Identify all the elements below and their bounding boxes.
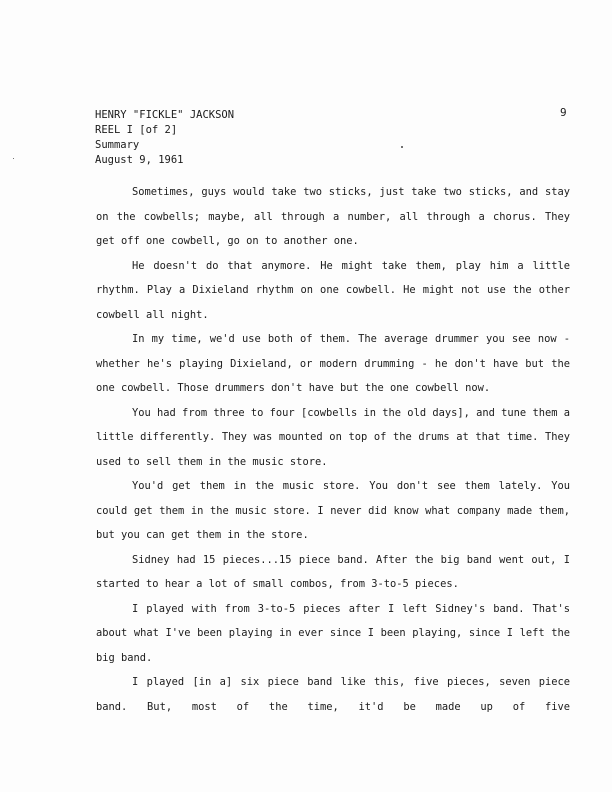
paragraph: Sidney had 15 pieces...15 piece band. After the big band went out, I started to hear a lot of small combos, from 3-to-5 pieces.	[96, 553, 570, 590]
paragraph: I played [in a] six piece band like this, five pieces, seven piece band. But, most of the time, it'd be made up of five	[96, 676, 570, 713]
stray-mark	[13, 158, 14, 159]
interview-date: August 9, 1961	[95, 154, 184, 166]
paragraph: You'd get them in the music store. You don't see them lately. You could get them in the music store. I never did know what company made them, but you can get them in the store.	[96, 480, 570, 541]
transcript-body	[96, 180, 570, 719]
transcript-header	[95, 108, 234, 168]
paragraph: He doesn't do that anymore. He might take them, play him a little rhythm. Play a Dixieland rhythm on one cowbell. He might not use the other cowbell all night.	[96, 259, 570, 321]
stray-mark	[401, 146, 403, 148]
section-label: Summary	[95, 139, 140, 151]
paragraph: In my time, we'd use both of them. The average drummer you see now - whether he's playing Dixieland, or modern drumming - he don't have but the one cowbell. Those drummers don't have but the one cowbell now.	[96, 333, 570, 394]
reel-label: REEL I [of 2]	[95, 124, 178, 136]
paragraph: I played with from 3-to-5 pieces after I left Sidney's band. That's about what I've been playing in ever since I been playing, since I left the big band.	[96, 602, 570, 664]
interviewee-name: HENRY "FICKLE" JACKSON	[95, 109, 235, 121]
paragraph: You had from three to four [cowbells in the old days], and tune them a little differently. They was mounted on top of the drums at that time. They used to sell them in the music store.	[96, 406, 570, 468]
page-number: 9	[560, 106, 567, 119]
paragraph: Sometimes, guys would take two sticks, just take two sticks, and stay on the cowbells; maybe, all through a number, all through a chorus. They get off one cowbell, go on to another one.	[96, 186, 570, 247]
